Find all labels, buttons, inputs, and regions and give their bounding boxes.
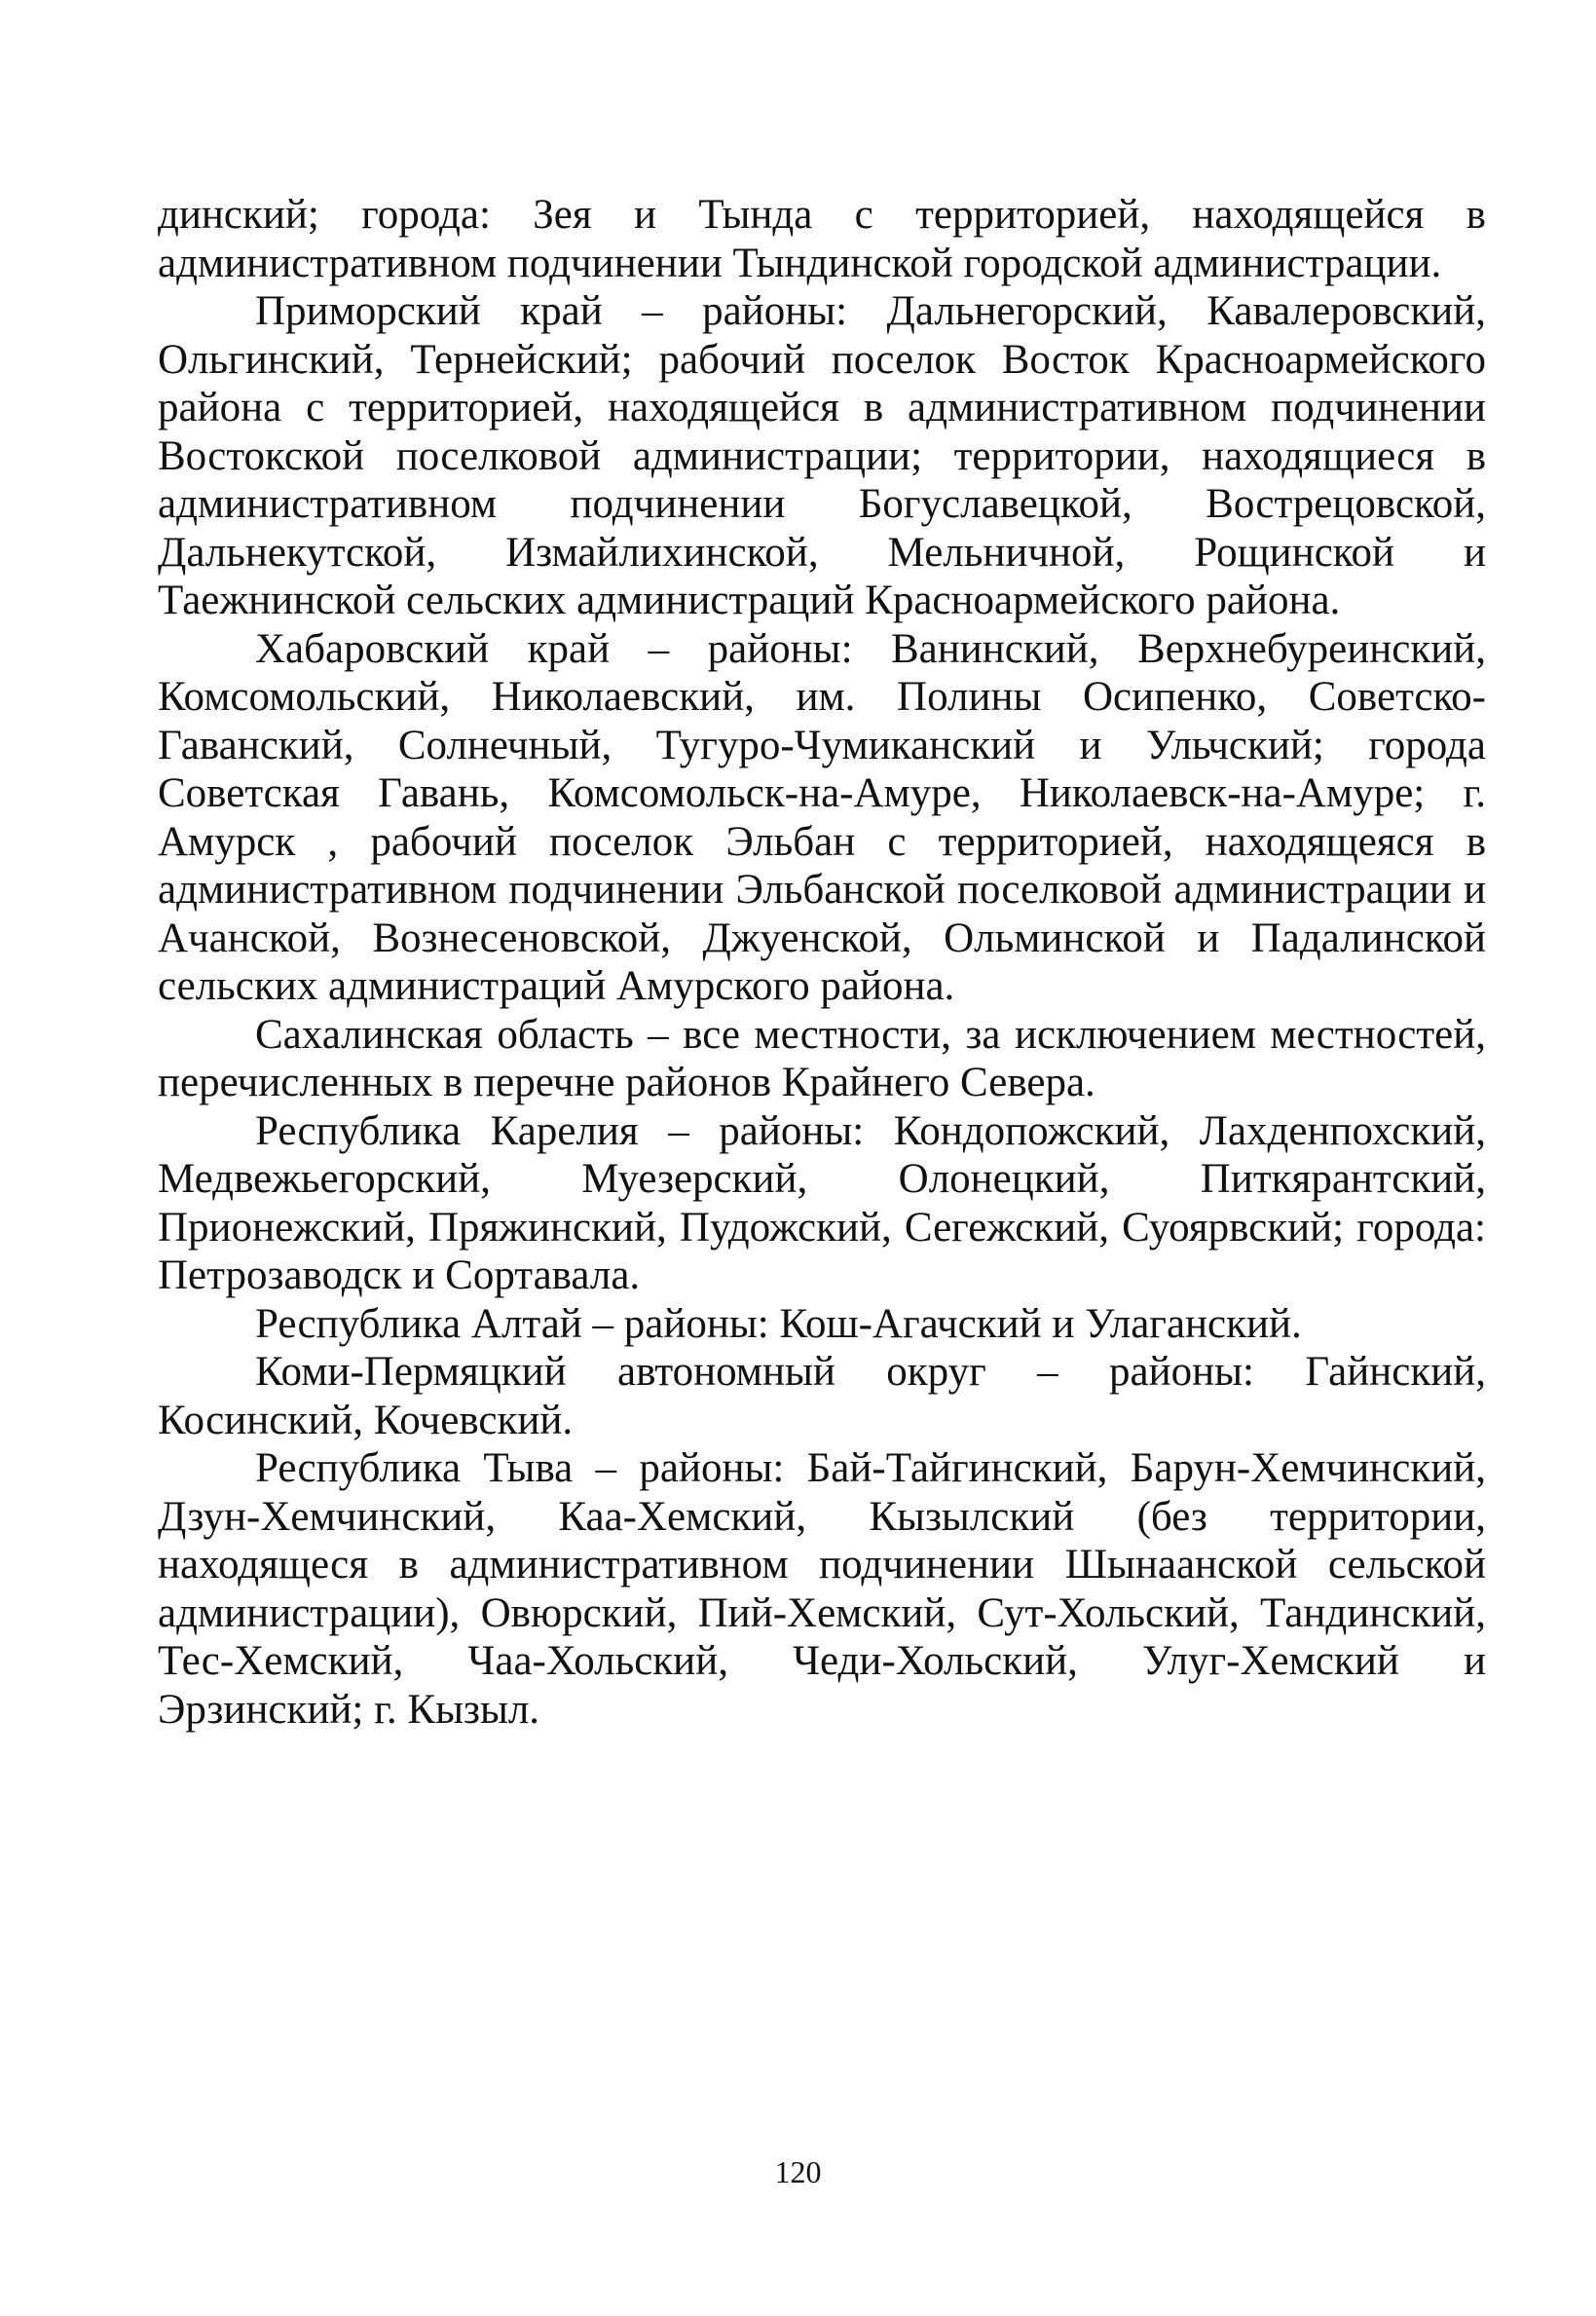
- paragraph-tyva: Республика Тыва – районы: Бай-Тайгинский, Барун-Хемчинский, Дзун-Хемчинский, Каа-Хемский, Кызылский (без территории, находящеся в административном подчинении Шынаанской сельской администрации), Овюрский, Пий-Хемский, Сут-Хольский, Тандинский, Тес-Хемский, Чаа-Хольский, Чеди-Хольский, Улуг-Хемский и Эрзинский; г. Кызыл.: [158, 1445, 1486, 1733]
- paragraph-karelia: Республика Карелия – районы: Кондопожский, Лахденпохский, Медвежьегорский, Муезерский, Олонецкий, Питкярантский, Прионежский, Пряжинский, Пудожский, Сегежский, Суоярвский; города: Петрозаводск и Сортавала.: [158, 1107, 1486, 1298]
- paragraph-continuation: динский; города: Зея и Тында с территорией, находящейся в административном подчинении Тындинской городской администрации.: [158, 192, 1486, 286]
- paragraph-primorsky-krai: Приморский край – районы: Дальнегорский, Кавалеровский, Ольгинский, Тернейский; рабочий поселок Восток Красноармейского района с территорией, находящейся в административном подчинении Востокской поселковой администрации; территории, находящиеся в административном подчинении Богуславецкой, Вострецовской, Дальнекутской, Измайлихинской, Мельничной, Рощинской и Таежнинской сельских администраций Красноармейского района.: [158, 288, 1486, 623]
- paragraph-komi-permyak: Коми-Пермяцкий автономный округ – районы: Гайнский, Косинский, Кочевский.: [158, 1349, 1486, 1443]
- paragraph-sakhalin-oblast: Сахалинская область – все местности, за исключением местностей, перечисленных в перечне районов Крайнего Севера.: [158, 1011, 1486, 1105]
- paragraph-altai: Республика Алтай – районы: Кош-Агачский и Улаганский.: [255, 1300, 1302, 1347]
- page-number: 120: [774, 2154, 822, 2189]
- paragraph-khabarovsk-krai: Хабаровский край – районы: Ванинский, Верхнебуреинский, Комсомольский, Николаевский, им. Полины Осипенко, Советско-Гаванский, Солнечный, Тугуро-Чумиканский и Ульчский; города Советская Гавань, Комсомольск-на-Амуре, Николаевск-на-Амуре; г. Амурск , рабочий поселок Эльбан с территорией, находящеяся в административном подчинении Эльбанской поселковой администрации и Ачанской, Вознесеновской, Джуенской, Ольминской и Падалинской сельских администраций Амурского района.: [158, 625, 1486, 1009]
- body-text: [158, 191, 1486, 1734]
